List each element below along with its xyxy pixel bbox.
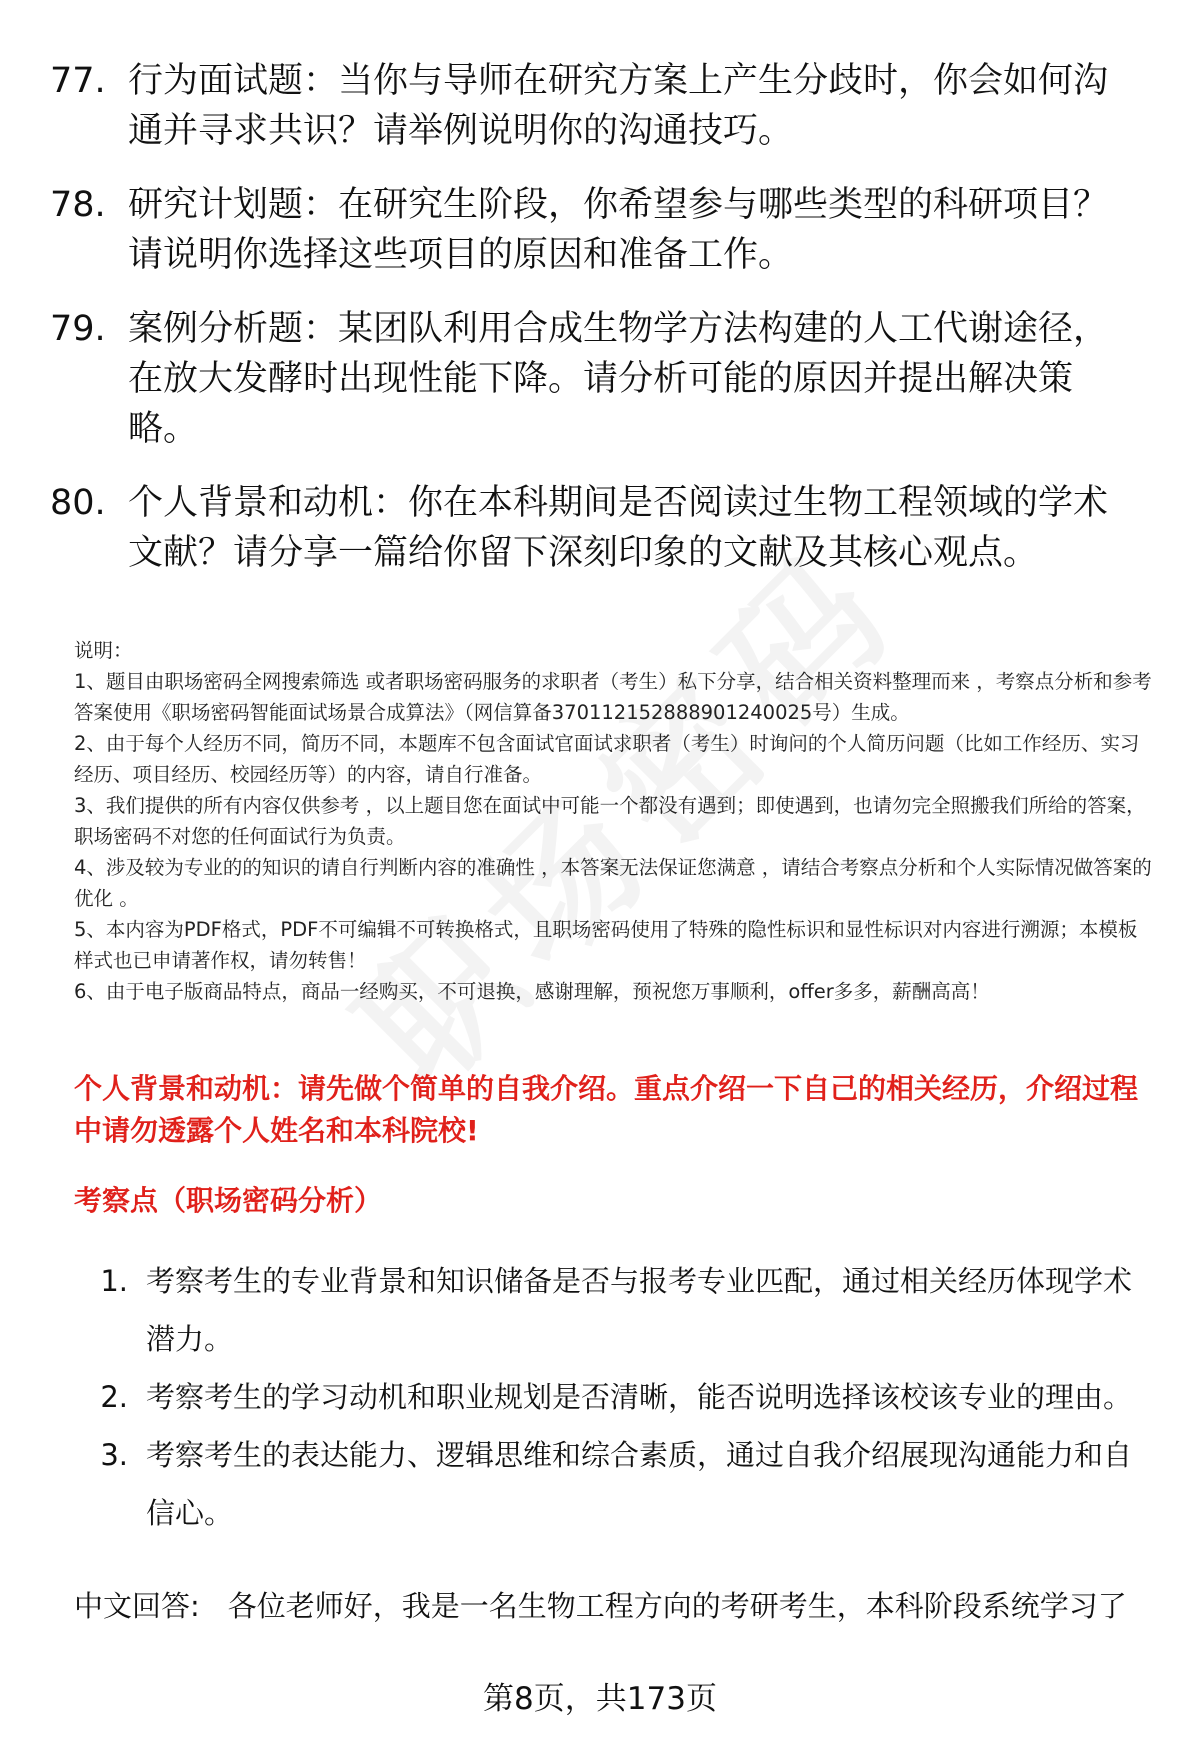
question-number: 78.	[50, 185, 106, 225]
question-number: 77.	[50, 61, 106, 101]
question-number: 80.	[50, 483, 106, 523]
point-item	[74, 1252, 1154, 1368]
answer-text: 各位老师好，我是一名生物工程方向的考研考生，本科阶段系统学习了	[227, 1589, 1127, 1623]
point-item	[74, 1426, 1154, 1542]
question-number: 79.	[50, 309, 106, 349]
question-text: 案例分析题：某团队利用合成生物学方法构建的人工代谢途径，在放大发酵时出现性能下降。请分析可能的原因并提出解决策略。	[128, 309, 1109, 449]
question-item	[50, 56, 1150, 156]
note-item: 2、由于每个人经历不同，简历不同，本题库不包含面试官面试求职者（考生）时询问的个人简历问题（比如工作经历、实习经历、项目经历、校园经历等）的内容，请自行准备。	[74, 732, 1140, 786]
point-text: 考察考生的学习动机和职业规划是否清晰，能否说明选择该校该专业的理由。	[146, 1380, 1133, 1414]
question-text: 行为面试题：当你与导师在研究方案上产生分歧时，你会如何沟通并寻求共识？请举例说明你的沟通技巧。	[128, 61, 1109, 151]
note-item: 4、涉及较为专业的的知识的请自行判断内容的准确性 ，本答案无法保证您满意 ，请结合考察点分析和个人实际情况做答案的优化 。	[74, 856, 1152, 910]
question-text: 个人背景和动机：你在本科期间是否阅读过生物工程领域的学术文献？请分享一篇给你留下深刻印象的文献及其核心观点。	[128, 483, 1109, 573]
note-item: 6、由于电子版商品特点，商品一经购买，不可退换，感谢理解，预祝您万事顺利，offer多多，薪酬高高！	[74, 980, 990, 1003]
note-item: 1、题目由职场密码全网搜索筛选 或者职场密码服务的求职者（考生）私下分享，结合相关资料整理而来 ，考察点分析和参考答案使用《职场密码智能面试场景合成算法》（网信算备370112152888901240025号）生成。	[74, 670, 1152, 724]
assessment-points	[74, 1252, 1154, 1542]
note-item: 3、我们提供的所有内容仅供参考 ，以上题目您在面试中可能一个都没有遇到；即使遇到，也请勿完全照搬我们所给的答案，职场密码不对您的任何面试行为负责。	[74, 794, 1146, 848]
notes-title: 说明：	[74, 639, 133, 662]
question-item	[50, 180, 1150, 280]
answer-label: 中文回答:	[74, 1589, 200, 1623]
note-item: 5、本内容为PDF格式，PDF不可编辑不可转换格式，且职场密码使用了特殊的隐性标识和显性标识对内容进行溯源；本模板样式也已申请著作权，请勿转售！	[74, 918, 1138, 972]
notes-section	[74, 635, 1154, 1007]
point-text: 考察考生的表达能力、逻辑思维和综合素质，通过自我介绍展现沟通能力和自信心。	[146, 1438, 1133, 1530]
point-text: 考察考生的专业背景和知识储备是否与报考专业匹配，通过相关经历体现学术潜力。	[146, 1264, 1133, 1356]
answer-paragraph	[74, 1583, 1174, 1629]
question-item	[50, 478, 1150, 578]
point-number: 2.	[100, 1380, 128, 1414]
point-number: 1.	[100, 1264, 128, 1298]
point-number: 3.	[100, 1438, 128, 1472]
section-subtitle: 考察点（职场密码分析）	[74, 1184, 383, 1217]
question-text: 研究计划题：在研究生阶段，你希望参与哪些类型的科研项目？请说明你选择这些项目的原因和准备工作。	[128, 185, 1109, 275]
question-item	[50, 304, 1150, 454]
section-title: 个人背景和动机：请先做个简单的自我介绍。重点介绍一下自己的相关经历，介绍过程中请勿透露个人姓名和本科院校!	[74, 1072, 1139, 1147]
point-item	[74, 1368, 1154, 1426]
question-list	[50, 56, 1150, 602]
page-footer: 第8页，共173页	[483, 1681, 717, 1717]
